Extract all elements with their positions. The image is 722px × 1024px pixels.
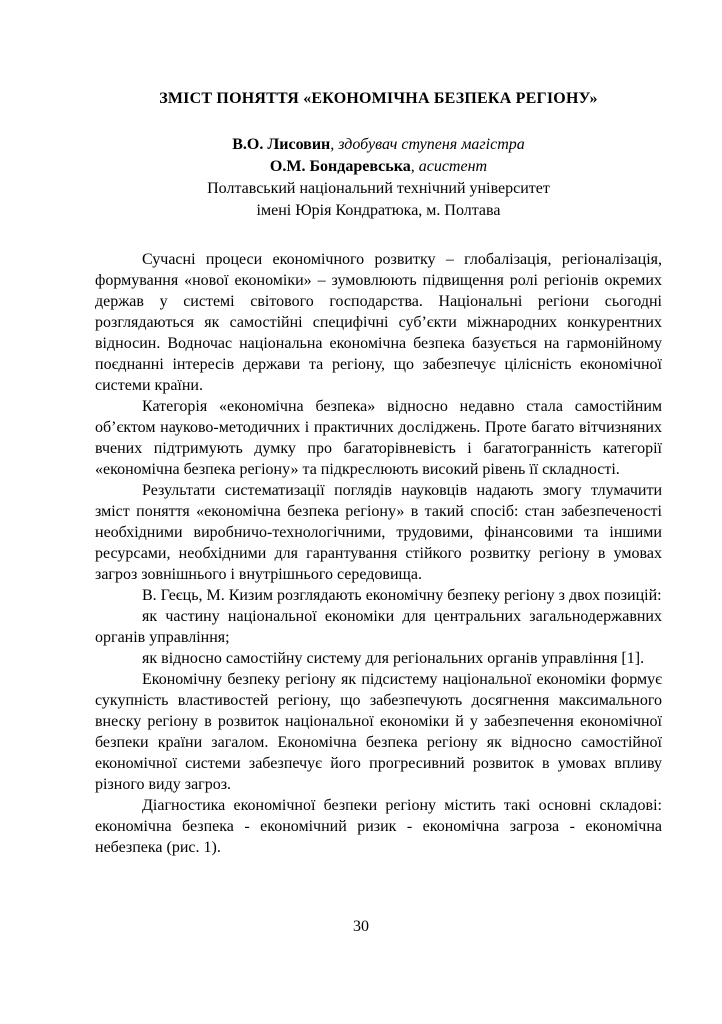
paragraph: Результати систематизації поглядів науковців надають змогу тлумачити зміст поняття «економічна безпека регіону» в такий спосіб: стан забезпеченості необхідними виробничо-технологічними, трудовими, фінансовими та іншими ресурсами, необхідними для гарантування стійкого розвитку регіону в умовах загроз зовнішнього і внутрішнього середовища. [95,482,662,583]
page-number: 30 [353,918,369,935]
paragraph: як відносно самостійну систему для регіональних органів управління [1]. [142,650,645,667]
author-name: В.О. Лисовин [232,136,331,153]
paragraph: Діагностика економічної безпеки регіону містить такі основні складові: економічна безпека - економічний ризик - економічна загроза - економічна небезпека (рис. 1). [95,797,662,856]
author-role: , асистент [410,158,488,175]
paragraph: Економічну безпеку регіону як підсистему національної економіки формує сукупність властивостей регіону, що забезпечують досягнення максимального внеску регіону в розвиток національної економіки й у забезпечення економічної безпеки країни загалом. Економічна безпека регіону як відносно самостійної економічної системи забезпечує його прогресивний розвиток в умовах впливу різного виду загроз. [95,671,662,793]
author-line [95,156,662,178]
author-role: , здобувач ступеня магістра [330,136,525,153]
paragraph: В. Геєць, М. Кизим розглядають економічну безпеку регіону з двох позицій: [142,587,662,604]
page-title: ЗМІСТ ПОНЯТТЯ «ЕКОНОМІЧНА БЕЗПЕКА РЕГІОНУ» [159,90,598,107]
affiliation-line: Полтавський національний технічний університет [207,180,550,197]
article-body [95,249,662,858]
paragraph: Категорія «економічна безпека» відносно недавно стала самостійним об’єктом науково-методичних і практичних досліджень. Проте багато вітчизняних вчених підтримують думку про багаторівневість і багатогранність категорії «економічна безпека регіону» та підкреслюють високий рівень її складності. [95,398,662,478]
author-name: О.М. Бондаревська [269,158,411,175]
affiliation-line: імені Юрія Кондратюка, м. Полтава [256,202,501,219]
author-line [95,134,662,156]
paragraph: як частину національної економіки для центральних загальнодержавних органів управління; [95,608,662,646]
author-block [95,134,662,222]
paragraph: Сучасні процеси економічного розвитку – глобалізація, регіоналізація, формування «нової економіки» – зумовлюють підвищення ролі регіонів окремих держав у системі світового господарства. Національні регіони сьогодні розглядаються як самостійні специфічні суб’єкти міжнародних конкурентних відносин. Водночас національна економічна безпека базується на гармонійному поєднанні інтересів держави та регіону, що забезпечує цілісність економічної системи країни. [95,251,662,394]
